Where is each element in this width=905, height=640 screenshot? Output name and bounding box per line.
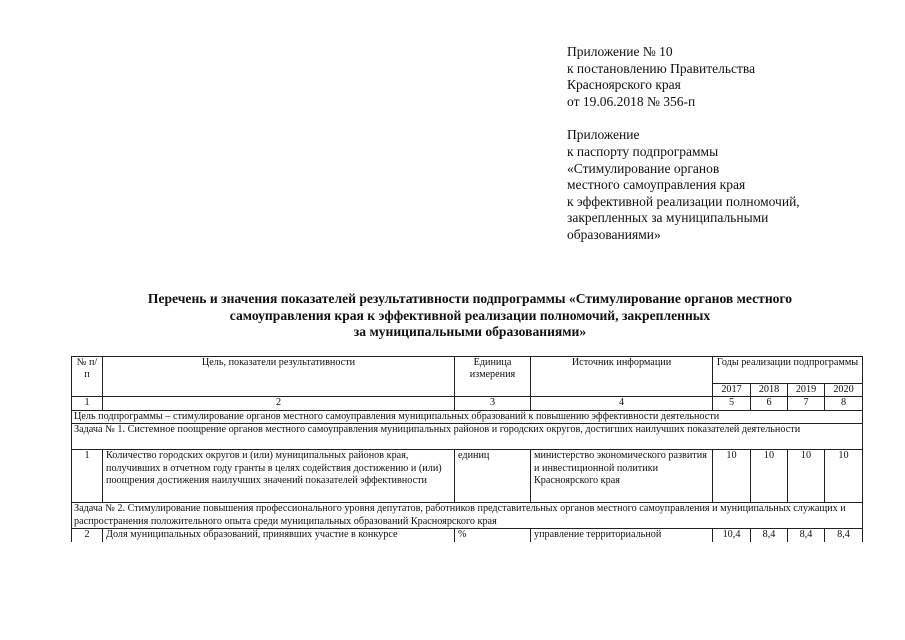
column-number: 1 [72,397,103,410]
title-line: самоуправления края к эффективной реализации полномочий, закрепленных [229,307,711,323]
document-title [90,291,850,341]
title-line: Перечень и значения показателей результативности подпрограммы «Стимулирование органов местного [147,291,793,306]
header-source: Источник информации [531,357,713,397]
appendix-line: к эффективной реализации полномочий, [567,193,800,209]
appendix-line: образованиями» [567,226,661,242]
row-value: 10 [713,450,751,503]
header-name: Цель, показатели результативности [103,357,455,397]
header-unit: Единица измерения [455,357,531,397]
header-year: 2018 [751,384,788,397]
column-number: 3 [455,397,531,410]
appendix-line: к постановлению Правительства [567,60,756,76]
row-num: 2 [72,529,103,542]
header-year: 2020 [825,384,863,397]
appendix-block [567,44,800,244]
column-number: 2 [103,397,455,410]
column-number: 7 [788,397,825,410]
row-value: 10 [825,450,863,503]
title-line: за муниципальными образованиями» [353,324,587,339]
row-value: 10 [751,450,788,503]
appendix-line: от 19.06.2018 № 356-п [567,93,696,109]
row-source: управление территориальной [531,529,713,542]
goal-text: Цель подпрограммы – стимулирование органов местного самоуправления муниципальных образований к повышению эффективности деятельности [72,410,863,423]
appendix-spacer [567,110,800,127]
appendix-line: к паспорту подпрограммы [567,143,719,159]
row-value: 8,4 [788,529,825,542]
row-unit: % [455,529,531,542]
row-value: 8,4 [751,529,788,542]
appendix-line: Приложение [567,127,640,143]
appendix-line: Приложение № 10 [567,44,673,59]
table-row [72,529,863,542]
task-row [72,503,863,529]
appendix-line: «Стимулирование органов [567,160,720,176]
column-number-row [72,397,863,410]
header-year: 2019 [788,384,825,397]
column-number: 8 [825,397,863,410]
table-row [72,450,863,503]
goal-row [72,410,863,423]
row-name: Количество городских округов и (или) муниципальных районов края, получивших в отчетном году гранты в целях содействия достижению и (или) поощрения достижения наилучших значений показателей эффективности [103,450,455,503]
task-row [72,424,863,450]
row-num: 1 [72,450,103,503]
column-number: 4 [531,397,713,410]
column-number: 5 [713,397,751,410]
column-number: 6 [751,397,788,410]
row-value: 10,4 [713,529,751,542]
header-year: 2017 [713,384,751,397]
appendix-line: Красноярского края [567,77,681,93]
appendix-line: закрепленных за муниципальными [567,210,769,226]
header-num: № п/п [72,357,103,397]
task1-text: Задача № 1. Системное поощрение органов местного самоуправления муниципальных районов и городских округов, достигших наилучших показателей деятельности [72,424,863,450]
header-row [72,357,863,384]
row-source: министерство экономического развития и инвестиционной политики Красноярского края [531,450,713,503]
task2-text: Задача № 2. Стимулирование повышения профессионального уровня депутатов, работников представительных органов местного самоуправления и муниципальных служащих и распространения положительного опыта среди муниципальных образований Красноярского края [72,503,863,529]
row-value: 8,4 [825,529,863,542]
row-name: Доля муниципальных образований, принявших участие в конкурсе [103,529,455,542]
appendix-line: местного самоуправления края [567,177,746,193]
row-unit: единиц [455,450,531,503]
row-value: 10 [788,450,825,503]
header-years-group: Годы реализации подпрограммы [713,357,863,384]
indicators-table [71,356,863,542]
